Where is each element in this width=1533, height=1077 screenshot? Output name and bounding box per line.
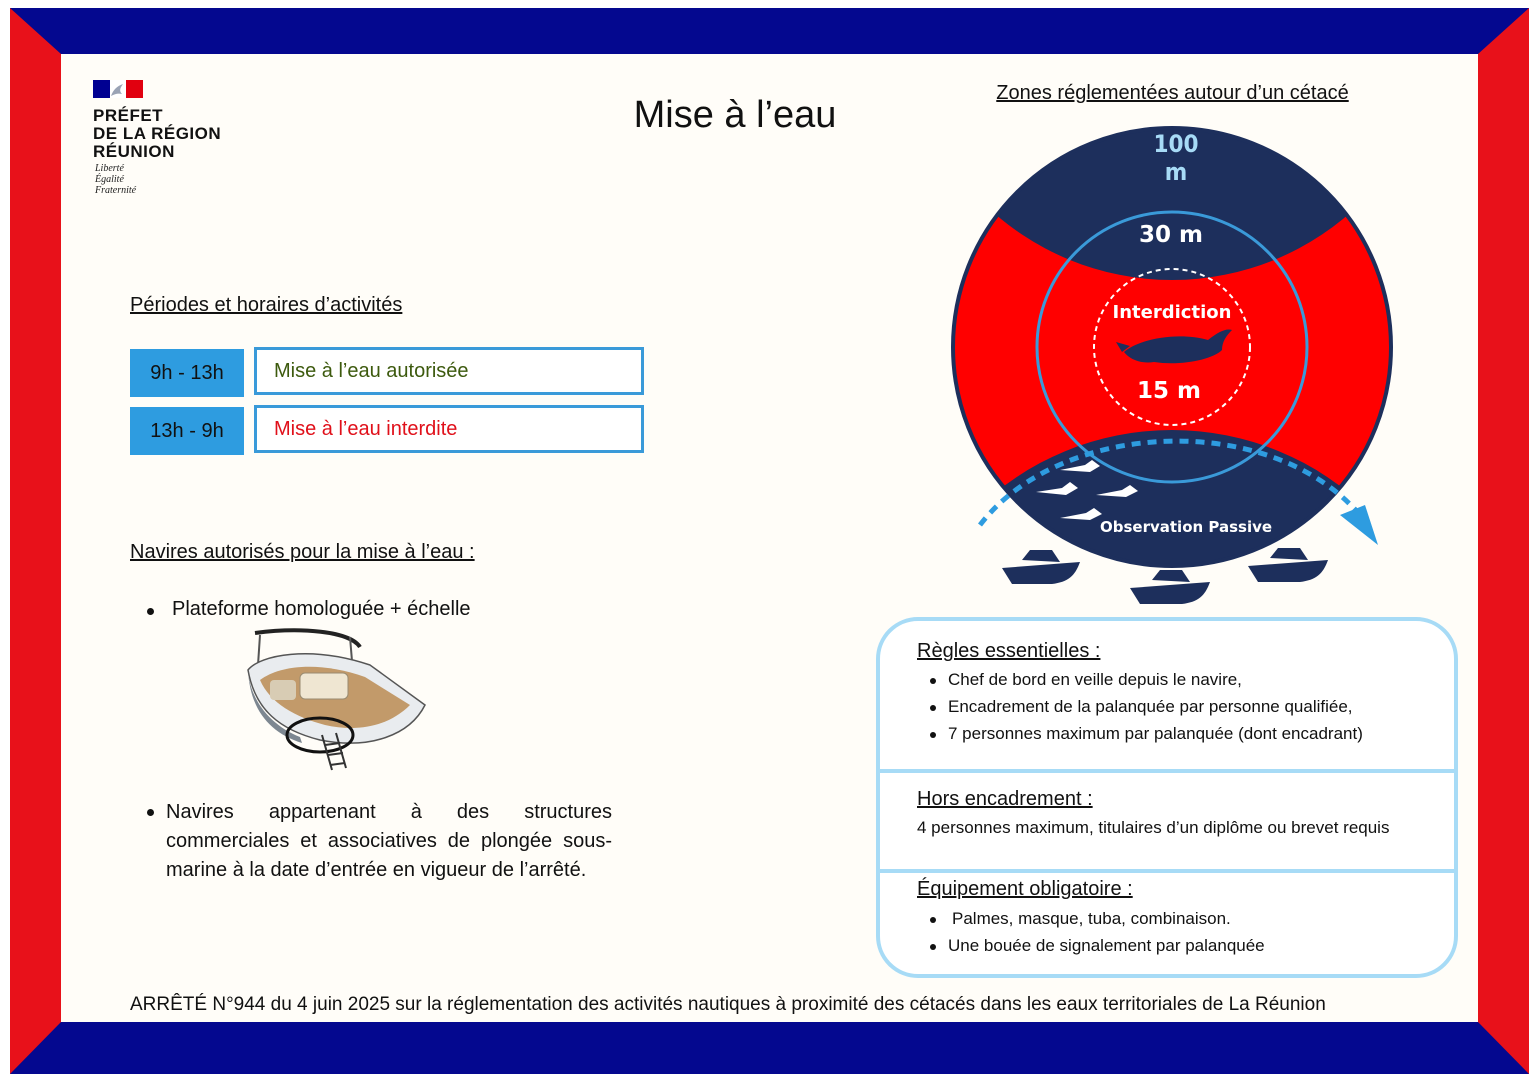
equip-item: Palmes, masque, tuba, combinaison. <box>952 909 1231 928</box>
rules-hors-text: 4 personnes maximum, titulaires d’un diplôme ou brevet requis <box>917 818 1390 837</box>
logo-motto-1: Liberté <box>95 163 124 174</box>
page-title: Mise à l’eau <box>633 94 837 136</box>
zones-title: Zones réglementées autour d’un cétacé <box>996 82 1349 104</box>
bullet-icon <box>147 608 154 615</box>
marianne-flag-icon <box>93 80 143 98</box>
logo-motto-2: Égalité <box>95 174 124 185</box>
logo-line-3: RÉUNION <box>93 142 175 161</box>
bullet-icon <box>930 944 936 950</box>
time-slot-afternoon: 13h - 9h <box>130 407 244 455</box>
bullet-icon <box>930 705 936 711</box>
bullet-icon <box>930 917 936 923</box>
periods-heading: Périodes et horaires d’activités <box>130 294 403 316</box>
boat-with-ladder-icon <box>240 625 435 775</box>
logo-line-2: DE LA RÉGION <box>93 124 222 143</box>
bullet-icon <box>930 678 936 684</box>
zone-label-15m: 15 m <box>1137 378 1201 404</box>
zone-label-interdiction: Interdiction <box>1112 302 1232 323</box>
rule-item: Chef de bord en veille depuis le navire, <box>948 670 1242 689</box>
rules-equip-heading: Équipement obligatoire : <box>917 878 1133 900</box>
time-slot-morning: 9h - 13h <box>130 349 244 397</box>
bullet-icon <box>147 809 154 816</box>
vessel-item-platform: Plateforme homologuée + échelle <box>172 598 471 620</box>
zone-label-30m: 30 m <box>1139 222 1203 248</box>
rules-essential-heading: Règles essentielles : <box>917 640 1101 662</box>
equip-item: Une bouée de signalement par palanquée <box>948 936 1265 955</box>
zone-label-observation: Observation Passive <box>1100 518 1273 536</box>
vessel-item-structures: Navires appartenant à des structures commerciales et associatives de plongée sous-marine à la date d’entrée en vigueur de l’arrêté. <box>166 801 612 881</box>
rules-divider <box>880 869 1454 873</box>
zone-label-100m: 100 m <box>1153 130 1199 186</box>
logo-motto-3: Fraternité <box>95 185 137 196</box>
status-forbidden: Mise à l’eau interdite <box>254 405 644 453</box>
bullet-icon <box>930 732 936 738</box>
rule-item: Encadrement de la palanquée par personne qualifiée, <box>948 697 1353 716</box>
logo-line-1: PRÉFET <box>93 106 164 125</box>
rules-hors-heading: Hors encadrement : <box>917 788 1093 810</box>
rules-divider <box>880 769 1454 773</box>
footer-decree: ARRÊTÉ N°944 du 4 juin 2025 sur la réglementation des activités nautiques à proximité des cétacés dans les eaux territoriales de La Réunion <box>130 994 1326 1015</box>
rule-item: 7 personnes maximum par palanquée (dont encadrant) <box>948 724 1363 743</box>
zones-diagram <box>940 120 1400 610</box>
vessels-heading: Navires autorisés pour la mise à l’eau : <box>130 541 475 563</box>
status-authorized: Mise à l’eau autorisée <box>254 347 644 395</box>
